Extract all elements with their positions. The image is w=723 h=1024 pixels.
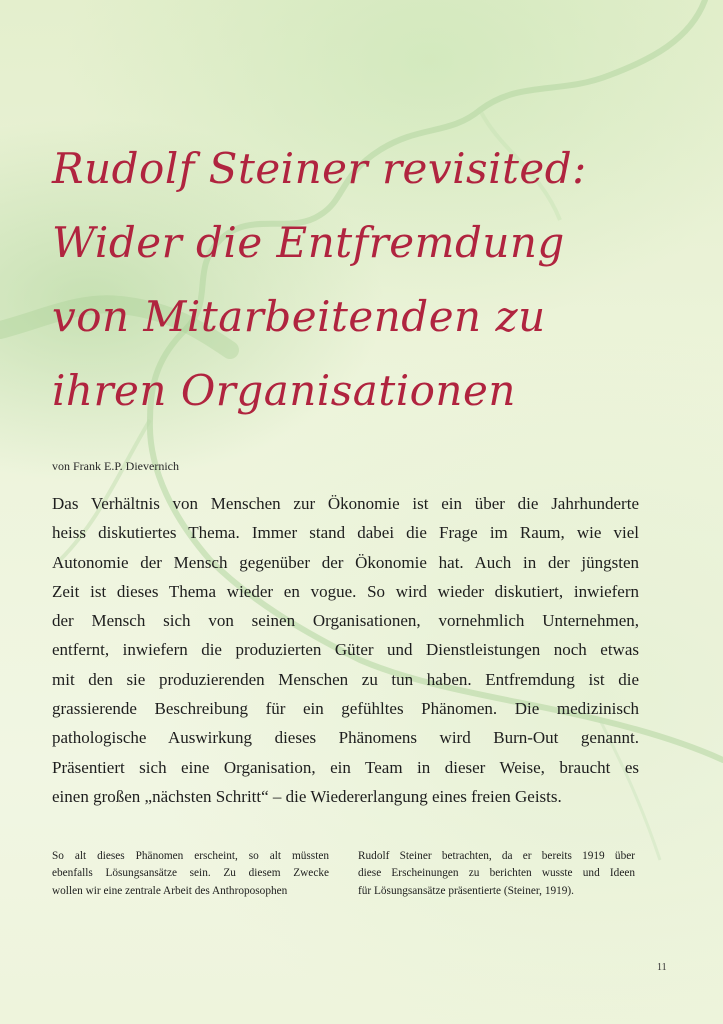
- body-line: diese Erscheinungen zu berichten wusste und Ideen: [358, 867, 635, 880]
- lead-line: einen großen „nächsten Schritt“ – die Wiedererlangung eines freien Geists.: [52, 786, 562, 806]
- body-line: wollen wir eine zentrale Arbeit des Anthroposophen: [52, 884, 288, 897]
- lead-line: heiss diskutiertes Thema. Immer stand dabei die Frage im Raum, wie viel: [52, 523, 639, 543]
- body-column-right: [358, 848, 635, 900]
- title-line: ihren Organisationen: [52, 366, 516, 415]
- page-number: 11: [657, 962, 667, 973]
- lead-line: Präsentiert sich eine Organisation, ein Team in dieser Weise, braucht es: [52, 757, 639, 777]
- lead-line: der Mensch sich von seinen Organisationen, vornehmlich Unternehmen,: [52, 611, 639, 631]
- body-line: für Lösungsansätze präsentierte (Steiner, 1919).: [358, 884, 574, 897]
- article-title: [52, 132, 672, 428]
- lead-line: Zeit ist dieses Thema wieder en vogue. So wird wieder diskutiert, inwiefern: [52, 581, 639, 601]
- title-line: Wider die Entfremdung: [52, 218, 565, 267]
- body-line: So alt dieses Phänomen erscheint, so alt müssten: [52, 850, 329, 862]
- lead-line: Das Verhältnis von Menschen zur Ökonomie ist ein über die Jahrhunderte: [52, 494, 639, 513]
- lead-line: mit den sie produzierenden Menschen zu tun haben. Entfremdung ist die: [52, 669, 639, 689]
- body-column-left: [52, 848, 329, 900]
- lead-paragraph: [52, 489, 639, 811]
- body-line: Rudolf Steiner betrachten, da er bereits 1919 über: [358, 850, 635, 862]
- title-line: von Mitarbeitenden zu: [52, 292, 546, 341]
- lead-line: Autonomie der Mensch gegenüber der Ökonomie hat. Auch in der jüngsten: [52, 552, 639, 572]
- title-line: Rudolf Steiner revisited:: [52, 144, 587, 193]
- lead-line: entfernt, inwiefern die produzierten Güter und Dienstleistungen noch etwas: [52, 640, 639, 660]
- lead-line: pathologische Auswirkung dieses Phänomens wird Burn-Out genannt.: [52, 728, 639, 748]
- body-line: ebenfalls Lösungsansätze sein. Zu diesem Zwecke: [52, 867, 329, 880]
- author-byline: von Frank E.P. Dievernich: [52, 459, 179, 473]
- lead-line: grassierende Beschreibung für ein gefühltes Phänomen. Die medizinisch: [52, 699, 639, 719]
